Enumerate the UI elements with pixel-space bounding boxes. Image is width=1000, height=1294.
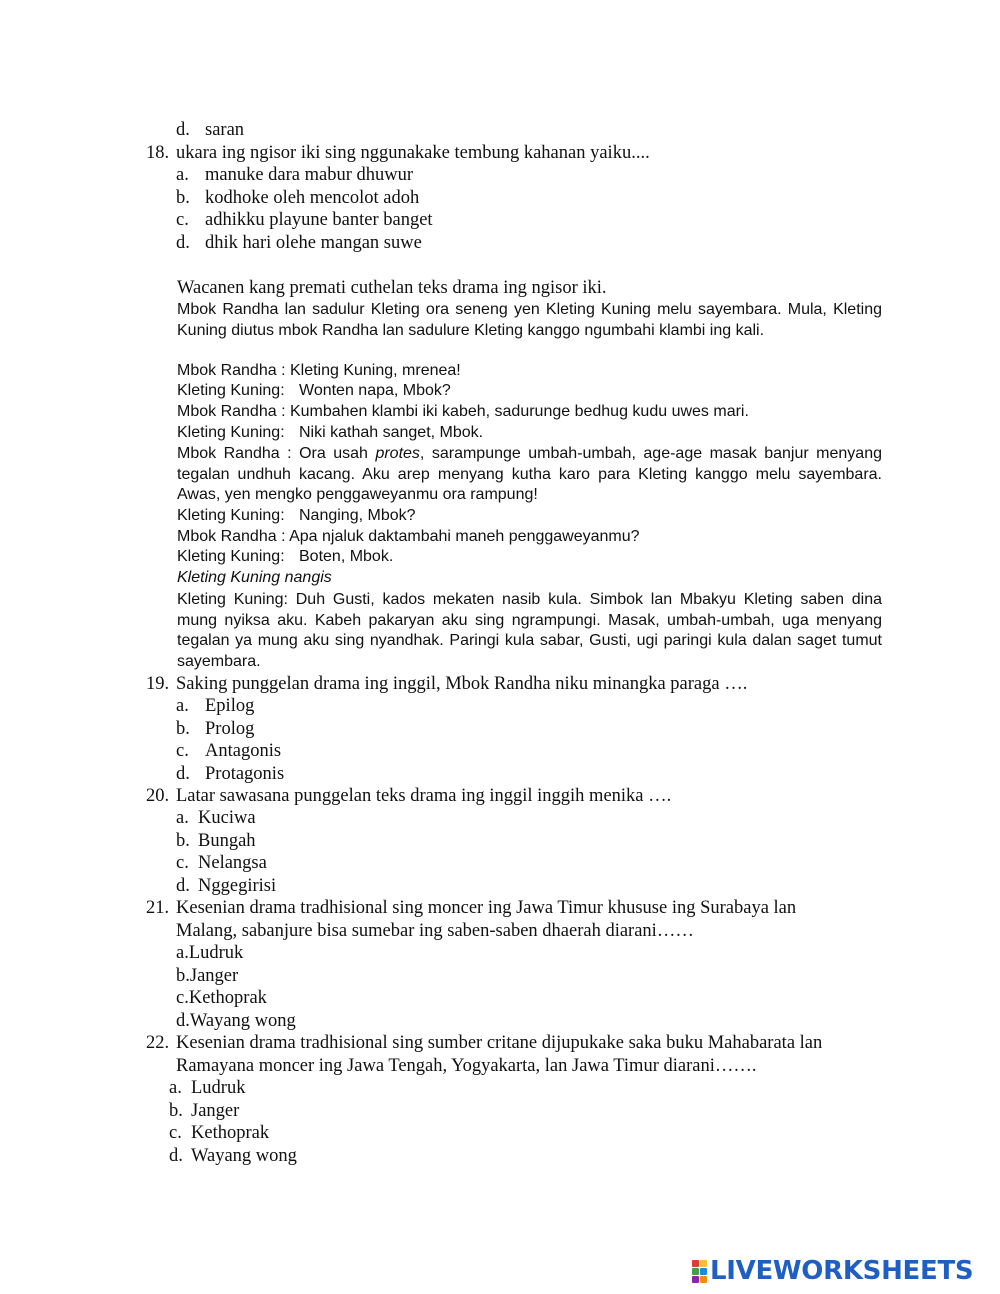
dialogue-line: Mbok Randha : Kleting Kuning, mrenea! [177,362,461,379]
q22-option-d: d. Wayang wong [169,1146,297,1166]
liveworksheets-logo[interactable] [692,1256,973,1286]
q19-option-a: a. Epilog [176,696,255,716]
passage-intro: Mbok Randha lan sadulur Kleting ora seneng yen Kleting Kuning melu sayembara. Mula, Kleting Kuning diutus mbok Randha lan sadulure Kleting kanggo ngumbahi klambi ing kali. [177,301,882,339]
dialogue-line: Kleting Kuning: Niki kathah sanget, Mbok. [177,424,484,441]
q20-option-b: b. Bungah [176,831,256,851]
question-22-cont: Ramayana moncer ing Jawa Tengah, Yogyakarta, lan Jawa Timur diarani……. [176,1056,757,1076]
q22-option-b: b. Janger [169,1101,240,1121]
dialogue-line: Mbok Randha : Apa njaluk daktambahi maneh penggaweyanmu? [177,528,640,545]
q19-option-d: d. Protagonis [176,764,285,784]
q19-option-b: b. Prolog [176,719,255,739]
dialogue-line: Kleting Kuning: Boten, Mbok. [177,548,394,565]
dialogue-long-2: Kleting Kuning: Duh Gusti, kados mekaten nasib kula. Simbok lan Mbakyu Kleting saben dina mung nyiksa aku. Kabeh pakaryan aku sing ngrampungi. Masak, umbah-umbah, uga menyang tegalan ya mung aku sing nyandhak. Paringi kula sabar, Gusti, ugi paringi kula dalan saget tumut sayembara. [177,591,882,670]
logo-mark-icon [692,1260,707,1283]
q18-option-b: b. kodhoke oleh mencolot adoh [176,188,420,208]
question-18: 18. ukara ing ngisor iki sing nggunakake tembung kahanan yaiku.... [146,143,650,163]
q20-option-c: c. Nelangsa [176,853,267,873]
q22-option-a: a. Ludruk [169,1078,246,1098]
q18-option-d: d. dhik hari olehe mangan suwe [176,233,422,253]
dialogue-line: Kleting Kuning: Wonten napa, Mbok? [177,382,451,399]
question-20: 20. Latar sawasana punggelan teks drama ing inggil inggih menika …. [146,786,672,806]
q21-option-a: a.Ludruk [176,943,244,963]
question-21: 21. Kesenian drama tradhisional sing moncer ing Jawa Timur khususe ing Surabaya lan [146,898,797,918]
q19-option-c: c. Antagonis [176,741,282,761]
dialogue-line: Mbok Randha : Kumbahen klambi iki kabeh, sadurunge bedhug kudu uwes mari. [177,403,749,420]
q17-option-d: d. saran [176,120,245,140]
q20-option-a: a. Kuciwa [176,808,256,828]
passage-instruction: Wacanen kang premati cuthelan teks drama ing ngisor iki. [177,278,607,298]
q18-option-a: a. manuke dara mabur dhuwur [176,165,414,185]
q20-option-d: d. Nggegirisi [176,876,277,896]
stage-direction: Kleting Kuning nangis [177,569,332,586]
brand-name: LIVEWORKSHEETS [710,1256,974,1286]
dialogue-line: Kleting Kuning: Nanging, Mbok? [177,507,416,524]
q21-option-c: c.Kethoprak [176,988,267,1008]
q18-option-c: c. adhikku playune banter banget [176,210,433,230]
q21-option-b: b.Janger [176,966,239,986]
question-22: 22. Kesenian drama tradhisional sing sumber critane dijupukake saka buku Mahabarata lan [146,1033,823,1053]
q21-option-d: d.Wayang wong [176,1011,296,1031]
dialogue-long-1: Mbok Randha : Ora usah protes, sarampunge umbah-umbah, age-age masak banjur menyang tegalan undhuh kacang. Aku arep menyang kutha karo para Kleting kanggo melu sayembara. Awas, yen mengko penggaweyanmu ora rampung! [177,445,882,503]
question-19: 19. Saking punggelan drama ing inggil, Mbok Randha niku minangka paraga …. [146,674,748,694]
question-21-cont: Malang, sabanjure bisa sumebar ing saben-saben dhaerah diarani…… [176,921,694,941]
q22-option-c: c. Kethoprak [169,1123,270,1143]
